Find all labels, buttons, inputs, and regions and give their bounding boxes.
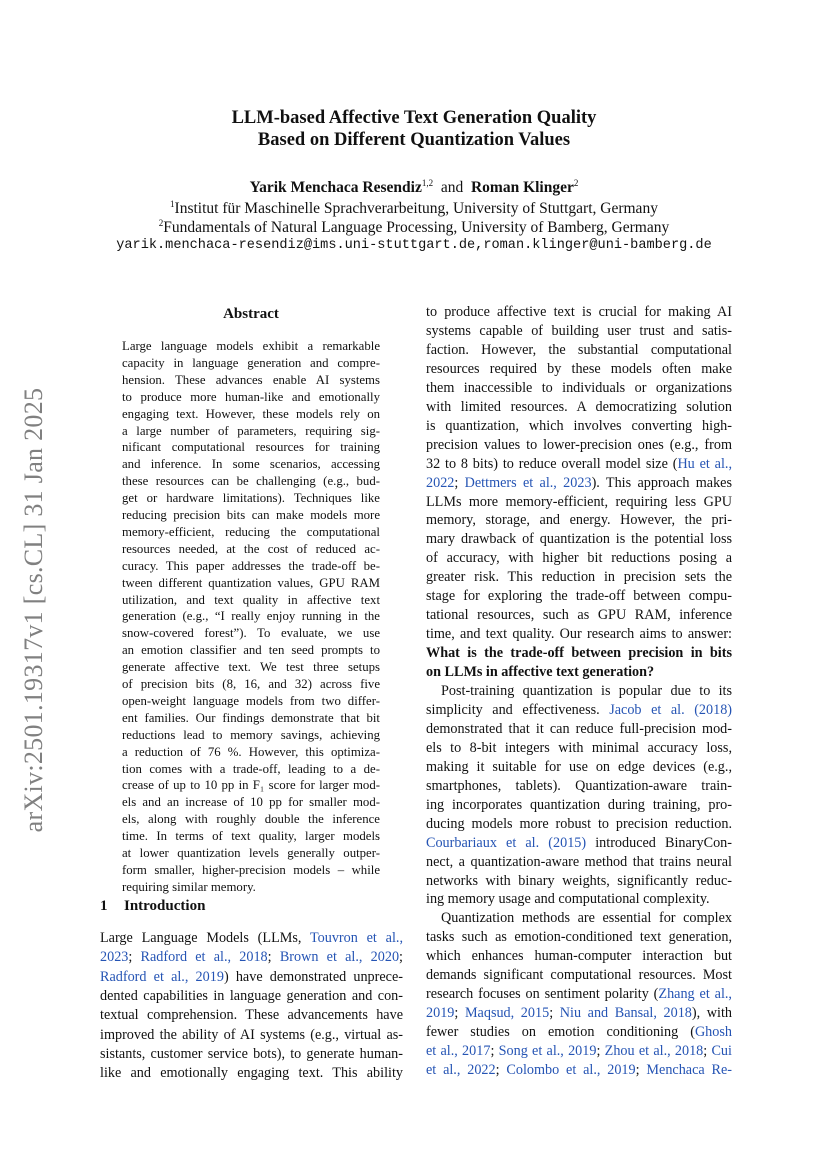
intro-line xyxy=(100,948,403,967)
abstract-line: hension. These advances enable AI systems xyxy=(122,372,380,387)
body-line: demands significant computational resources. Most xyxy=(426,967,732,984)
research-question-line: on LLMs in affective text generation? xyxy=(426,664,655,681)
section-number: 1 xyxy=(100,898,108,914)
abstract-line: ent families. Our findings demonstrate that bit xyxy=(122,710,380,725)
citation-link[interactable]: (2018) xyxy=(694,701,733,718)
intro-text: Large Language Models (LLMs, xyxy=(100,930,310,946)
body-line: mary drawback of quantization is the potential loss xyxy=(426,531,732,548)
body-line: memory, storage, and energy. However, the pri- xyxy=(426,512,732,529)
body-line: faction. However, the substantial computational xyxy=(426,341,732,358)
body-line: fewer studies on emotion conditioning (Ghosh xyxy=(426,1024,732,1041)
body-line: Courbariaux et al. (2015) introduced BinaryCon- xyxy=(426,834,732,851)
body-line: systems capable of building user trust and satis- xyxy=(426,322,732,339)
citation-link[interactable]: Zhou et al., 2018 xyxy=(604,1043,704,1060)
abstract-line: get or hardware limitations). Techniques like xyxy=(122,491,380,506)
body-line: demonstrated that it can reduce full-precision mod- xyxy=(426,720,732,737)
body-line: nect, a quantization-aware method that trains neural xyxy=(426,853,732,870)
citation-link[interactable]: Courbariaux et al. xyxy=(426,834,540,851)
body-line: making it suitable for use on edge devices (e.g., xyxy=(426,758,732,775)
abstract-line: els and an increase of 10 pp for smaller mod- xyxy=(122,795,380,810)
body-line: time, and text quality. Our research aims to answer: xyxy=(426,626,732,643)
abstract-line: form smaller, higher-precision models – while xyxy=(122,862,380,877)
intro-line xyxy=(100,1026,403,1045)
citation-link[interactable]: Song et al., 2019 xyxy=(498,1043,597,1060)
citation-link[interactable]: 2022 xyxy=(426,474,455,491)
affiliation-1-text: Institut für Maschinelle Sprachverarbeitung, University of Stuttgart, Germany xyxy=(174,200,658,217)
body-line: et al., 2017; Song et al., 2019; Zhou et al., 2018; Cui xyxy=(426,1043,732,1060)
intro-text: ; xyxy=(399,949,403,966)
abstract-line: engaging text. However, these models rely on xyxy=(122,406,380,421)
author-2-name: Roman Klinger xyxy=(470,179,574,196)
intro-text: dented capabilities in language generation and con- xyxy=(100,987,403,1004)
citation-link[interactable]: (2015) xyxy=(548,834,587,851)
citation-link[interactable]: Colombo et al., 2019 xyxy=(506,1062,636,1078)
intro-line xyxy=(100,987,403,1006)
intro-line xyxy=(100,968,403,987)
intro-text: ; xyxy=(128,949,141,966)
body-line: et al., 2022; Colombo et al., 2019; Menchaca Re- xyxy=(426,1062,733,1078)
abstract-line: memory-efficient, reducing the computational xyxy=(122,524,380,539)
body-line: els to 8-bit integers with minimal accuracy loss, xyxy=(426,739,732,756)
paper-title-line-2: Based on Different Quantization Values xyxy=(257,130,571,150)
citation-link[interactable]: Touvron et al., xyxy=(309,930,403,946)
intro-line xyxy=(100,1006,403,1025)
intro-text: like and emotionally engaging text. This ability xyxy=(100,1065,403,1082)
abstract-line: Large language models exhibit a remarkable xyxy=(122,339,380,353)
citation-link[interactable]: 2019 xyxy=(426,1005,455,1022)
citation-link[interactable]: 2023 xyxy=(100,949,129,966)
body-line: which enhances human-computer interaction but xyxy=(426,948,732,965)
intro-text: improved the ability of AI systems (e.g., virtual as- xyxy=(100,1026,403,1043)
author-line xyxy=(0,178,828,197)
body-line: research focuses on sentiment polarity (Zhang et al., xyxy=(426,986,732,1003)
abstract-line: resources needed, at the cost of reduced ac- xyxy=(122,541,380,556)
intro-line xyxy=(100,1064,403,1083)
body-line: ing incorporates quantization during training, pro- xyxy=(426,796,732,813)
author-1-affil: 1,2 xyxy=(421,178,434,188)
body-line: ing memory usage and computational complexity. xyxy=(426,891,710,908)
abstract-line: crease of up to 10 pp in F₁ score for larger mod- xyxy=(122,778,380,793)
citation-link[interactable]: Cui xyxy=(711,1043,732,1060)
body-line: greater risk. This reduction in precision sets the xyxy=(426,569,732,586)
author-emails: yarik.menchaca-resendiz@ims.uni-stuttgart.de,roman.klinger@uni-bamberg.de xyxy=(116,238,712,253)
affiliation-2-text: Fundamentals of Natural Language Processing, University of Bamberg, Germany xyxy=(163,219,670,236)
abstract-line: an emotion classifier and ten seed prompts to xyxy=(122,643,380,658)
body-line: tasks such as emotion-conditioned text generation, xyxy=(426,929,732,946)
intro-text: ) have demonstrated unprece- xyxy=(223,968,403,985)
body-line: of accuracy, with higher bit reductions posing a xyxy=(426,550,732,567)
abstract-line: curacy. This paper addresses the trade-off be- xyxy=(122,558,380,573)
body-line: simplicity and effectiveness. Jacob et al. (2018) xyxy=(426,701,733,718)
intro-line xyxy=(100,929,403,948)
citation-link[interactable]: Dettmers et al., 2023 xyxy=(464,474,592,491)
author-1-name: Yarik Menchaca Resendiz xyxy=(249,179,422,196)
affiliation-2 xyxy=(0,218,828,237)
citation-link[interactable]: Niu and Bansal, 2018 xyxy=(559,1005,692,1022)
body-line: 2022; Dettmers et al., 2023). This approach makes xyxy=(426,474,732,491)
abstract-line: and inference. In some scenarios, accessing xyxy=(122,457,380,472)
abstract-line: utilization, and text quality in affective text xyxy=(122,592,380,607)
citation-link[interactable]: Menchaca Re- xyxy=(646,1062,733,1078)
body-line: 32 to 8 bits) to reduce overall model size (Hu et al., xyxy=(426,455,732,472)
research-question-line: What is the trade-off between precision in bits xyxy=(426,645,732,662)
author-2-affil: 2 xyxy=(573,178,579,188)
citation-link[interactable]: Radford et al., 2018 xyxy=(140,949,268,966)
intro-text: ; xyxy=(267,949,280,966)
body-line: ducing models more robust to precision reduction. xyxy=(426,815,732,832)
citation-link[interactable]: Zhang et al., xyxy=(658,986,732,1003)
body-line: is quantization, which involves converting high- xyxy=(426,417,732,434)
abstract-line: tion comes with a trade-off, leading to a de- xyxy=(122,761,380,776)
abstract-heading: Abstract xyxy=(223,306,279,322)
citation-link[interactable]: Brown et al., 2020 xyxy=(279,949,400,966)
arxiv-sidebar-stamp xyxy=(14,350,54,870)
affiliation-2-mark: 2 xyxy=(158,218,164,228)
abstract-line: generate affective text. We test three setups xyxy=(122,660,380,675)
paper-title-line-1: LLM-based Affective Text Generation Quality xyxy=(231,108,597,128)
abstract-line: nificant computational resources for training xyxy=(122,440,380,455)
abstract-line: snow-covered forest”). To evaluate, we use xyxy=(122,626,380,641)
body-line: resources required by these models often make xyxy=(426,360,732,377)
citation-link[interactable]: et al., 2017 xyxy=(426,1043,491,1060)
body-line: Post-training quantization is popular due to its xyxy=(441,683,732,699)
body-line: tational resources, such as GPU RAM, inference xyxy=(426,607,732,624)
intro-text: sistants, customer service bots), to generate human- xyxy=(100,1045,403,1062)
abstract-line: these resources can be challenging (e.g., bud- xyxy=(122,474,380,489)
abstract-line: capacity in language generation and compre- xyxy=(122,355,380,370)
abstract-line: a reduction of 76 %. However, this optimiza- xyxy=(122,744,380,759)
body-line: networks with binary weights, significantly reduc- xyxy=(426,872,732,889)
body-line: with limited resources. A democratizing solution xyxy=(426,398,732,415)
abstract-line: at lower quantization levels generally outper- xyxy=(122,846,380,860)
body-line: stage for exploring the trade-off between compu- xyxy=(426,588,732,605)
affiliation-1 xyxy=(0,199,828,218)
body-line: LLMs more memory-efficient, requiring less GPU xyxy=(426,493,732,510)
section-heading-introduction xyxy=(100,898,205,915)
abstract-line: requiring similar memory. xyxy=(122,879,256,894)
body-line: precision values to lower-precision ones (e.g., from xyxy=(426,436,732,453)
abstract-line: a large number of parameters, requiring sig- xyxy=(122,423,380,438)
abstract-line: els, along with roughly double the inference xyxy=(122,812,380,827)
citation-link[interactable]: Radford et al., 2019 xyxy=(100,968,224,985)
intro-line xyxy=(100,1045,403,1064)
citation-link[interactable]: Maqsud, 2015 xyxy=(464,1005,550,1022)
citation-link[interactable]: Ghosh xyxy=(694,1024,732,1041)
affiliation-1-mark: 1 xyxy=(170,199,175,209)
intro-text: textual comprehension. These advancements have xyxy=(100,1007,403,1024)
abstract-line: to produce more human-like and emotionally xyxy=(122,389,380,404)
citation-link[interactable]: Hu et al., xyxy=(677,455,732,472)
author-and: and xyxy=(440,179,464,196)
abstract-line: reductions lead to memory savings, achieving xyxy=(122,727,380,742)
body-line: Quantization methods are essential for complex xyxy=(441,910,732,927)
body-line: 2019; Maqsud, 2015; Niu and Bansal, 2018), with xyxy=(426,1005,732,1022)
citation-link[interactable]: Jacob et al. xyxy=(609,701,685,718)
arxiv-id: arXiv:2501.19317v1 [cs.CL] 31 Jan 2025 xyxy=(19,387,48,833)
abstract-line: generation (e.g., “I really enjoy running in the xyxy=(122,609,380,624)
body-line: them inaccessible to individuals or organizations xyxy=(426,379,732,396)
section-title: Introduction xyxy=(124,898,206,914)
citation-link[interactable]: et al., 2022 xyxy=(426,1062,496,1078)
abstract-line: reducing precision bits can make models more xyxy=(122,508,380,522)
body-line: smartphones, tablets). Quantization-aware train- xyxy=(426,777,732,794)
abstract-line: open-weight language models from two differ- xyxy=(122,693,380,708)
abstract-line: tween different quantization values, GPU RAM xyxy=(122,575,380,590)
abstract-line: time. In terms of text quality, larger models xyxy=(122,829,380,844)
abstract-line: of precision bits (8, 16, and 32) across five xyxy=(122,677,380,691)
body-line: to produce affective text is crucial for making AI xyxy=(426,304,732,320)
